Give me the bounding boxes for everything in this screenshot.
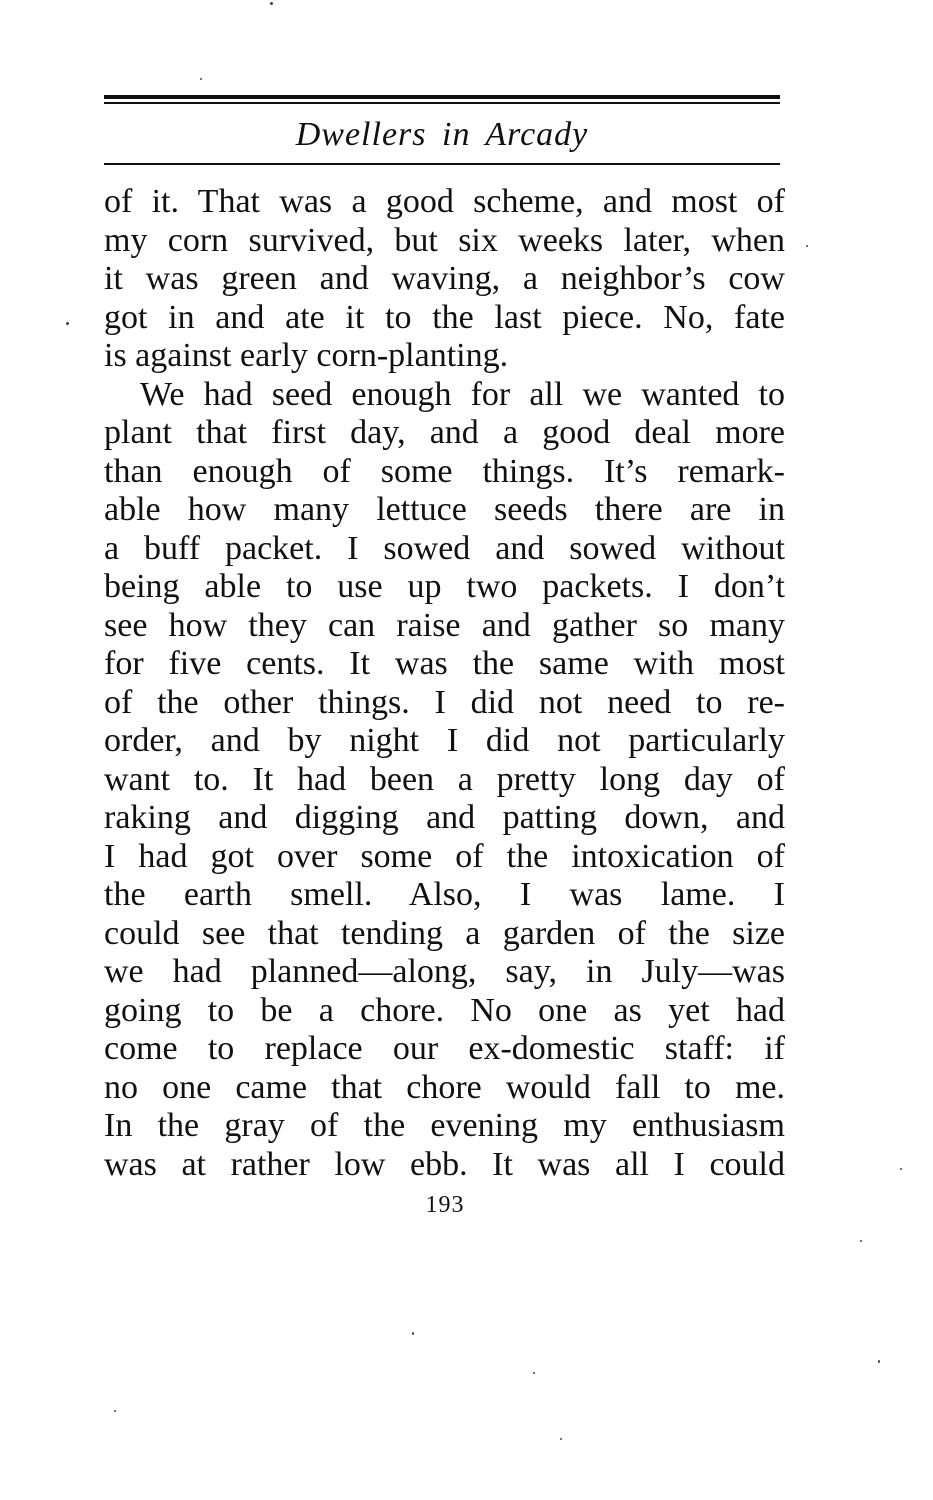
scan-speck	[533, 1372, 535, 1374]
text-line: my corn survived, but six weeks later, when	[104, 221, 785, 259]
scan-speck	[200, 78, 202, 80]
text-line: got in and ate it to the last piece. No, fate	[104, 298, 785, 336]
text-line: could see that tending a garden of the size	[104, 914, 785, 952]
body-text	[104, 183, 785, 1184]
scan-speck	[412, 1332, 414, 1335]
text-line: raking and digging and patting down, and	[104, 799, 785, 836]
scan-speck	[270, 2, 273, 5]
text-line: no one came that chore would fall to me.	[104, 1068, 785, 1106]
scan-speck	[860, 1240, 862, 1242]
running-title: Dwellers in Arcady	[295, 116, 589, 153]
text-line: order, and by night I did not particularly	[104, 722, 785, 759]
text-line: In the gray of the evening my enthusiasm	[104, 1107, 785, 1144]
text-line: I had got over some of the intoxication of	[104, 837, 785, 875]
scan-speck	[114, 1410, 116, 1412]
scan-speck	[878, 1360, 880, 1363]
text-line: was at rather low ebb. It was all I could	[104, 1145, 785, 1183]
text-line: being able to use up two packets. I don’t	[104, 568, 785, 605]
text-line: We had seed enough for all we wanted to	[140, 375, 785, 413]
text-line: come to replace our ex-domestic staff: if	[104, 1030, 785, 1067]
text-line: of the other things. I did not need to re-	[104, 683, 785, 721]
page-number: 193	[425, 1192, 465, 1218]
text-line: of it. That was a good scheme, and most of	[104, 183, 785, 220]
scan-speck	[806, 245, 808, 247]
header-rule-bottom	[104, 163, 780, 165]
text-line: see how they can raise and gather so many	[104, 606, 785, 644]
header-rule-thin	[104, 102, 780, 104]
text-line: plant that first day, and a good deal more	[104, 414, 785, 451]
text-line: for five cents. It was the same with most	[104, 645, 785, 682]
text-line: want to. It had been a pretty long day of	[104, 760, 785, 798]
scan-speck	[66, 322, 69, 325]
text-line: we had planned—along, say, in July—was	[104, 953, 785, 990]
header-rule-thick	[104, 95, 780, 99]
text-line: is against early corn-planting.	[104, 337, 509, 374]
scan-speck	[560, 1438, 562, 1440]
text-line: going to be a chore. No one as yet had	[104, 991, 785, 1029]
text-line: than enough of some things. It’s remark-	[104, 452, 785, 490]
text-line: the earth smell. Also, I was lame. I	[104, 876, 785, 913]
text-line: it was green and waving, a neighbor’s cow	[104, 260, 785, 297]
text-line: able how many lettuce seeds there are in	[104, 491, 785, 528]
scan-speck	[900, 1168, 902, 1170]
text-line: a buff packet. I sowed and sowed without	[104, 529, 785, 567]
